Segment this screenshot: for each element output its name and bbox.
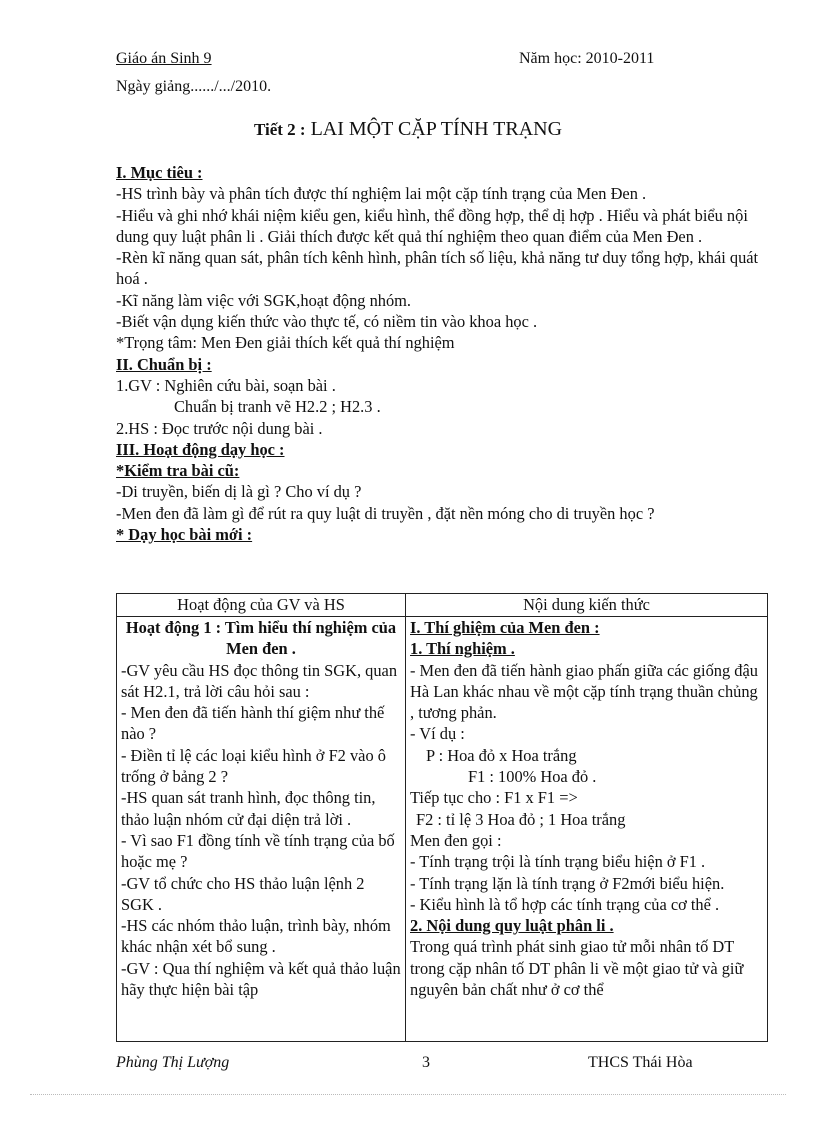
activity-line: -GV tổ chức cho HS thảo luận lệnh 2 SGK . <box>121 873 365 914</box>
header-subject: Giáo án Sinh 9 <box>116 50 212 67</box>
activity-line: - Điền tỉ lệ các loại kiểu hình ở F2 vào ô trống ở bảng 2 ? <box>121 745 386 787</box>
header-school-year: Năm học: 2010-2011 <box>519 50 655 67</box>
lesson-title <box>0 118 816 141</box>
lesson-name: LAI MỘT CẶP TÍNH TRẠNG <box>310 118 563 140</box>
content-subheading-law: 2. Nội dung quy luật phân li . <box>410 916 614 936</box>
content-heading: I. Thí ghiệm của Men đen : <box>410 618 600 637</box>
new-lesson-heading: * Dạy học bài mới : <box>116 525 253 545</box>
section-objectives-heading: I. Mục tiêu : <box>116 163 203 182</box>
objective-line: -Rèn kĩ năng quan sát, phân tích kênh hình, phân tích số liệu, khả năng tư duy tổng hợp, khái quát hoá . <box>116 248 759 289</box>
content-cell <box>406 617 768 1042</box>
objective-line: -Kĩ năng làm việc với SGK,hoạt động nhóm. <box>116 290 412 310</box>
activities-table <box>116 593 768 1042</box>
review-heading: *Kiểm tra bài cũ: <box>116 461 240 481</box>
focus-line: *Trọng tâm: Men Đen giải thích kết quả thí nghiệm <box>116 333 455 353</box>
prep-teacher-materials: Chuẩn bị tranh vẽ H2.2 ; H2.3 . <box>174 397 381 417</box>
activity-line: - Vì sao F1 đồng tính về tính trạng của bố hoặc mẹ ? <box>121 830 395 872</box>
activity-line: -HS quan sát tranh hình, đọc thông tin, thảo luận nhóm cử đại diện trả lời . <box>121 788 376 829</box>
content-definition: - Kiểu hình là tổ hợp các tính trạng của cơ thể . <box>410 894 720 914</box>
activity-line: -GV : Qua thí nghiệm và kết quả thảo luận hãy thực hiện bài tập <box>121 958 401 1000</box>
content-cross-f2: F2 : tỉ lệ 3 Hoa đỏ ; 1 Hoa trắng <box>416 809 626 829</box>
footer-author: Phùng Thị Lượng <box>116 1054 230 1071</box>
prep-student: 2.HS : Đọc trước nội dung bài . <box>116 418 323 438</box>
lesson-number: Tiết 2 : <box>253 120 306 139</box>
content-cross-p: P : Hoa đỏ x Hoa trắng <box>426 745 577 765</box>
content-line: - Ví dụ : <box>410 724 465 744</box>
activity-title: Hoạt động 1 : Tìm hiểu thí nghiệm của Men đen . <box>125 618 397 659</box>
prep-teacher: 1.GV : Nghiên cứu bài, soạn bài . <box>116 375 336 395</box>
content-definition: - Tính trạng trội là tính trạng biểu hiện ở F1 . <box>410 852 706 872</box>
section-activities-heading: III. Hoạt động dạy học : <box>116 439 285 459</box>
footer-page-number: 3 <box>422 1054 430 1071</box>
page-bottom-divider <box>30 1094 786 1095</box>
footer-school: THCS Thái Hòa <box>588 1054 693 1071</box>
table-header-activities: Hoạt động của GV và HS <box>117 594 406 617</box>
content-line: Tiếp tục cho : F1 x F1 => <box>410 788 578 808</box>
objective-line: -Biết vận dụng kiến thức vào thực tế, có niềm tin vào khoa học . <box>116 312 538 332</box>
activities-cell <box>117 617 406 1042</box>
table-header-content: Nội dung kiến thức <box>406 594 768 617</box>
content-subheading-experiment: 1. Thí nghiệm . <box>410 639 515 659</box>
teaching-date: Ngày giảng....../.../2010. <box>116 78 272 95</box>
lesson-body <box>116 162 772 545</box>
activity-line: -GV yêu cầu HS đọc thông tin SGK, quan sát H2.1, trả lời câu hỏi sau : <box>121 660 398 701</box>
content-definition: - Tính trạng lặn là tính trạng ở F2mới biểu hiện. <box>410 873 725 893</box>
objective-line: -HS trình bày và phân tích được thí nghiệm lai một cặp tính trạng của Men Đen . <box>116 184 647 204</box>
section-preparation-heading: II. Chuẩn bị : <box>116 354 212 374</box>
content-line: Men đen gọi : <box>410 830 502 850</box>
content-line: - Men đen đã tiến hành giao phấn giữa các giống đậu Hà Lan khác nhau về một cặp tính trạng thuần chủng , tương phản. <box>410 660 758 723</box>
activity-line: - Men đen đã tiến hành thí giệm như thế nào ? <box>121 703 385 744</box>
objective-line: -Hiểu và ghi nhớ khái niệm kiểu gen, kiểu hình, thể đồng hợp, thể dị hợp . Hiểu và phát biểu nội dung quy luật phân li . Giải thích được kết quả thí nghiệm theo quan điểm của Men Đen . <box>116 205 748 246</box>
activity-line: -HS các nhóm thảo luận, trình bày, nhóm khác nhận xét bổ sung . <box>121 916 391 957</box>
review-question: -Di truyền, biến dị là gì ? Cho ví dụ ? <box>116 482 362 502</box>
content-line: Trong quá trình phát sinh giao tử mỗi nhân tố DT trong cặp nhân tố DT phân li về một giao tử và giữ nguyên bản chất như ở cơ thể <box>410 937 744 1000</box>
content-cross-f1: F1 : 100% Hoa đỏ . <box>468 767 597 787</box>
review-question: -Men đen đã làm gì để rút ra quy luật di truyền , đặt nền móng cho di truyền học ? <box>116 503 655 523</box>
